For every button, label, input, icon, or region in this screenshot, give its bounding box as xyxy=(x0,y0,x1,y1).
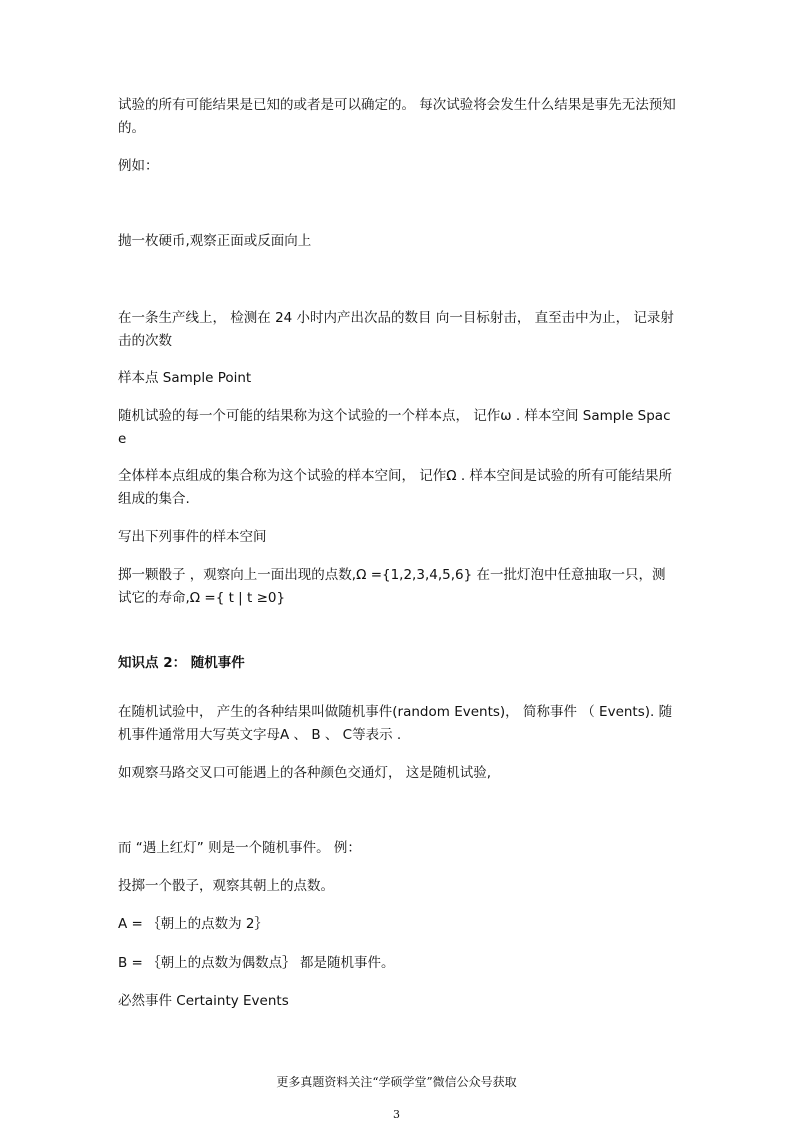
paragraph-sample-point-definition: 随机试验的每一个可能的结果称为这个试验的一个样本点， 记作ω . 样本空间 Sample Space xyxy=(118,408,671,447)
paragraph-certainty-events: 必然事件 Certainty Events xyxy=(118,993,289,1009)
paragraph-production-line: 在一条生产线上， 检测在 24 小时内产出次品的数目 向一目标射击， 直至击中为止， 记录射击的次数 xyxy=(118,310,674,349)
paragraph-dice-throw: 投掷一个骰子，观察其朝上的点数。 xyxy=(118,878,334,894)
paragraph-dice-and-bulb: 掷一颗骰子 ，观察向上一面出现的点数,Ω ={1,2,3,4,5,6} 在一批灯泡中任意抽取一只，测试它的寿命,Ω ={ t | t ≥0} xyxy=(118,567,666,606)
section-heading-random-events: 知识点 2： 随机事件 xyxy=(118,655,245,671)
paragraph-random-event-definition: 在随机试验中， 产生的各种结果叫做随机事件(random Events)， 简称事件 （ Events). 随机事件通常用大写英文字母A 、 B 、 C等表示 . xyxy=(118,704,673,743)
page-number: 3 xyxy=(393,1108,400,1121)
paragraph-coin-toss: 抛一枚硬币,观察正面或反面向上 xyxy=(118,233,312,249)
paragraph-example-label: 例如： xyxy=(118,158,159,174)
paragraph-traffic-light: 如观察马路交叉口可能遇上的各种颜色交通灯， 这是随机试验, xyxy=(118,765,492,781)
paragraph-event-b: B = ｛朝上的点数为偶数点｝ 都是随机事件。 xyxy=(118,955,395,971)
paragraph-sample-space-intro: 试验的所有可能结果是已知的或者是可以确定的。 每次试验将会发生什么结果是事先无法预知的。 xyxy=(118,97,676,136)
paragraph-red-light-event: 而 “遇上红灯” 则是一个随机事件。 例： xyxy=(118,840,361,856)
paragraph-sample-point-title: 样本点 Sample Point xyxy=(118,370,252,386)
paragraph-sample-space-definition: 全体样本点组成的集合称为这个试验的样本空间， 记作Ω . 样本空间是试验的所有可能结果所组成的集合. xyxy=(118,468,672,507)
paragraph-event-a: A = ｛朝上的点数为 2｝ xyxy=(118,916,269,932)
paragraph-exercise-prompt: 写出下列事件的样本空间 xyxy=(118,529,267,545)
footer-note: 更多真题资料关注“学硕学堂”微信公众号获取 xyxy=(276,1075,517,1089)
